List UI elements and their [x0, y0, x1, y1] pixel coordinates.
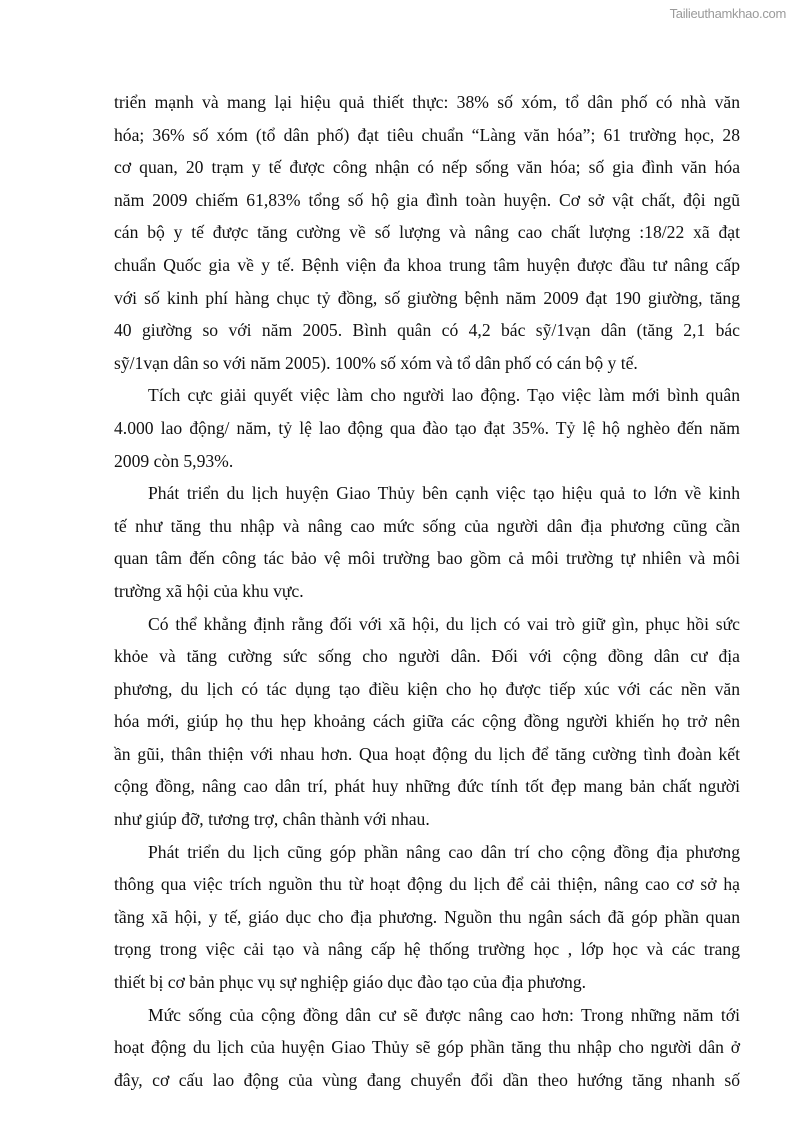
- paragraph: [114, 477, 740, 607]
- paragraph: [114, 836, 740, 999]
- text-line: tầng xã hội, y tế, giáo dục cho địa phương. Nguồn thu ngân sách đã góp phần quan: [114, 906, 740, 927]
- text-line: Có thể khẳng định rằng đối với xã hội, du lịch có vai trò giữ gìn, phục hồi sức: [148, 613, 740, 634]
- text-line: triển mạnh và mang lại hiệu quả thiết thực: 38% số xóm, tổ dân phố có nhà văn: [114, 92, 740, 112]
- text-line: như giúp đỡ, tương trợ, chân thành với nhau.: [114, 809, 430, 830]
- text-line: 40 giường so với năm 2005. Bình quân có 4,2 bác sỹ/1vạn dân (tăng 2,1 bác: [114, 320, 740, 341]
- text-line: với số kinh phí hàng chục tỷ đồng, số giường bệnh năm 2009 đạt 190 giường, tăng: [114, 287, 740, 308]
- text-line: hoạt động du lịch của huyện Giao Thủy sẽ góp phần tăng thu nhập cho người dân ở: [114, 1037, 740, 1058]
- text-line: Phát triển du lịch cũng góp phần nâng cao dân trí cho cộng đồng địa phương: [148, 841, 740, 862]
- text-line: 2009 còn 5,93%.: [114, 450, 234, 471]
- text-line: cơ quan, 20 trạm y tế được công nhận có nếp sống văn hóa; số gia đình văn hóa: [114, 157, 740, 178]
- text-line: sỹ/1vạn dân so với năm 2005). 100% số xóm và tổ dân phố có cán bộ y tế.: [114, 352, 638, 373]
- text-line: cán bộ y tế được tăng cường về số lượng và nâng cao chất lượng :18/22 xã đạt: [114, 222, 740, 243]
- text-line: trường xã hội của khu vực.: [114, 580, 304, 601]
- text-line: hóa; 36% số xóm (tổ dân phố) đạt tiêu chuẩn “Làng văn hóa”; 61 trường học, 28: [114, 124, 740, 145]
- text-line: chuẩn Quốc gia về y tế. Bệnh viện đa khoa trung tâm huyện được đầu tư nâng cấp: [114, 254, 740, 275]
- text-line: thông qua việc trích nguồn thu từ hoạt động du lịch để cải thiện, nâng cao cơ sở hạ: [114, 874, 740, 895]
- text-line: thiết bị cơ bản phục vụ sự nghiệp giáo dục đào tạo của địa phương.: [114, 972, 587, 993]
- text-line: tế như tăng thu nhập và nâng cao mức sống của người dân địa phương cũng cần: [114, 515, 740, 536]
- watermark: Tailieuthamkhao.com: [669, 6, 786, 21]
- text-line: đây, cơ cấu lao động của vùng đang chuyển đổi dần theo hướng tăng nhanh số: [114, 1069, 740, 1090]
- paragraph: [114, 379, 740, 477]
- paragraph: [114, 608, 740, 836]
- text-line: quan tâm đến công tác bảo vệ môi trường bao gồm cả môi trường tự nhiên và môi: [114, 548, 740, 569]
- text-line: Tích cực giải quyết việc làm cho người lao động. Tạo việc làm mới bình quân: [148, 385, 740, 406]
- document-body: [114, 86, 740, 1096]
- text-line: hóa mới, giúp họ thu hẹp khoảng cách giữa các cộng đồng người khiến họ trở nên: [114, 711, 740, 732]
- paragraph: [114, 999, 740, 1097]
- text-line: cộng đồng, nâng cao dân trí, phát huy những đức tính tốt đẹp mang bản chất người: [114, 776, 740, 797]
- text-line: phương, du lịch có tác dụng tạo điều kiện cho họ được tiếp xúc với các nền văn: [114, 678, 740, 699]
- text-line: năm 2009 chiếm 61,83% tổng số hộ gia đình toàn huyện. Cơ sở vật chất, đội ngũ: [114, 189, 740, 210]
- text-line: 4.000 lao động/ năm, tỷ lệ lao động qua đào tạo đạt 35%. Tỷ lệ hộ nghèo đến năm: [114, 417, 740, 438]
- text-line: Mức sống của cộng đồng dân cư sẽ được nâng cao hơn: Trong những năm tới: [148, 1004, 740, 1025]
- text-line: khỏe và tăng cường sức sống cho người dân. Đối với cộng đồng dân cư địa: [114, 646, 740, 667]
- text-line: ần gũi, thân thiện với nhau hơn. Qua hoạt động du lịch để tăng cường tình đoàn kết: [114, 743, 740, 764]
- text-line: Phát triển du lịch huyện Giao Thủy bên cạnh việc tạo hiệu quả to lớn về kinh: [148, 483, 740, 504]
- paragraph: [114, 86, 740, 379]
- text-line: trọng trong việc cải tạo và nâng cấp hệ thống trường học , lớp học và các trang: [114, 939, 740, 960]
